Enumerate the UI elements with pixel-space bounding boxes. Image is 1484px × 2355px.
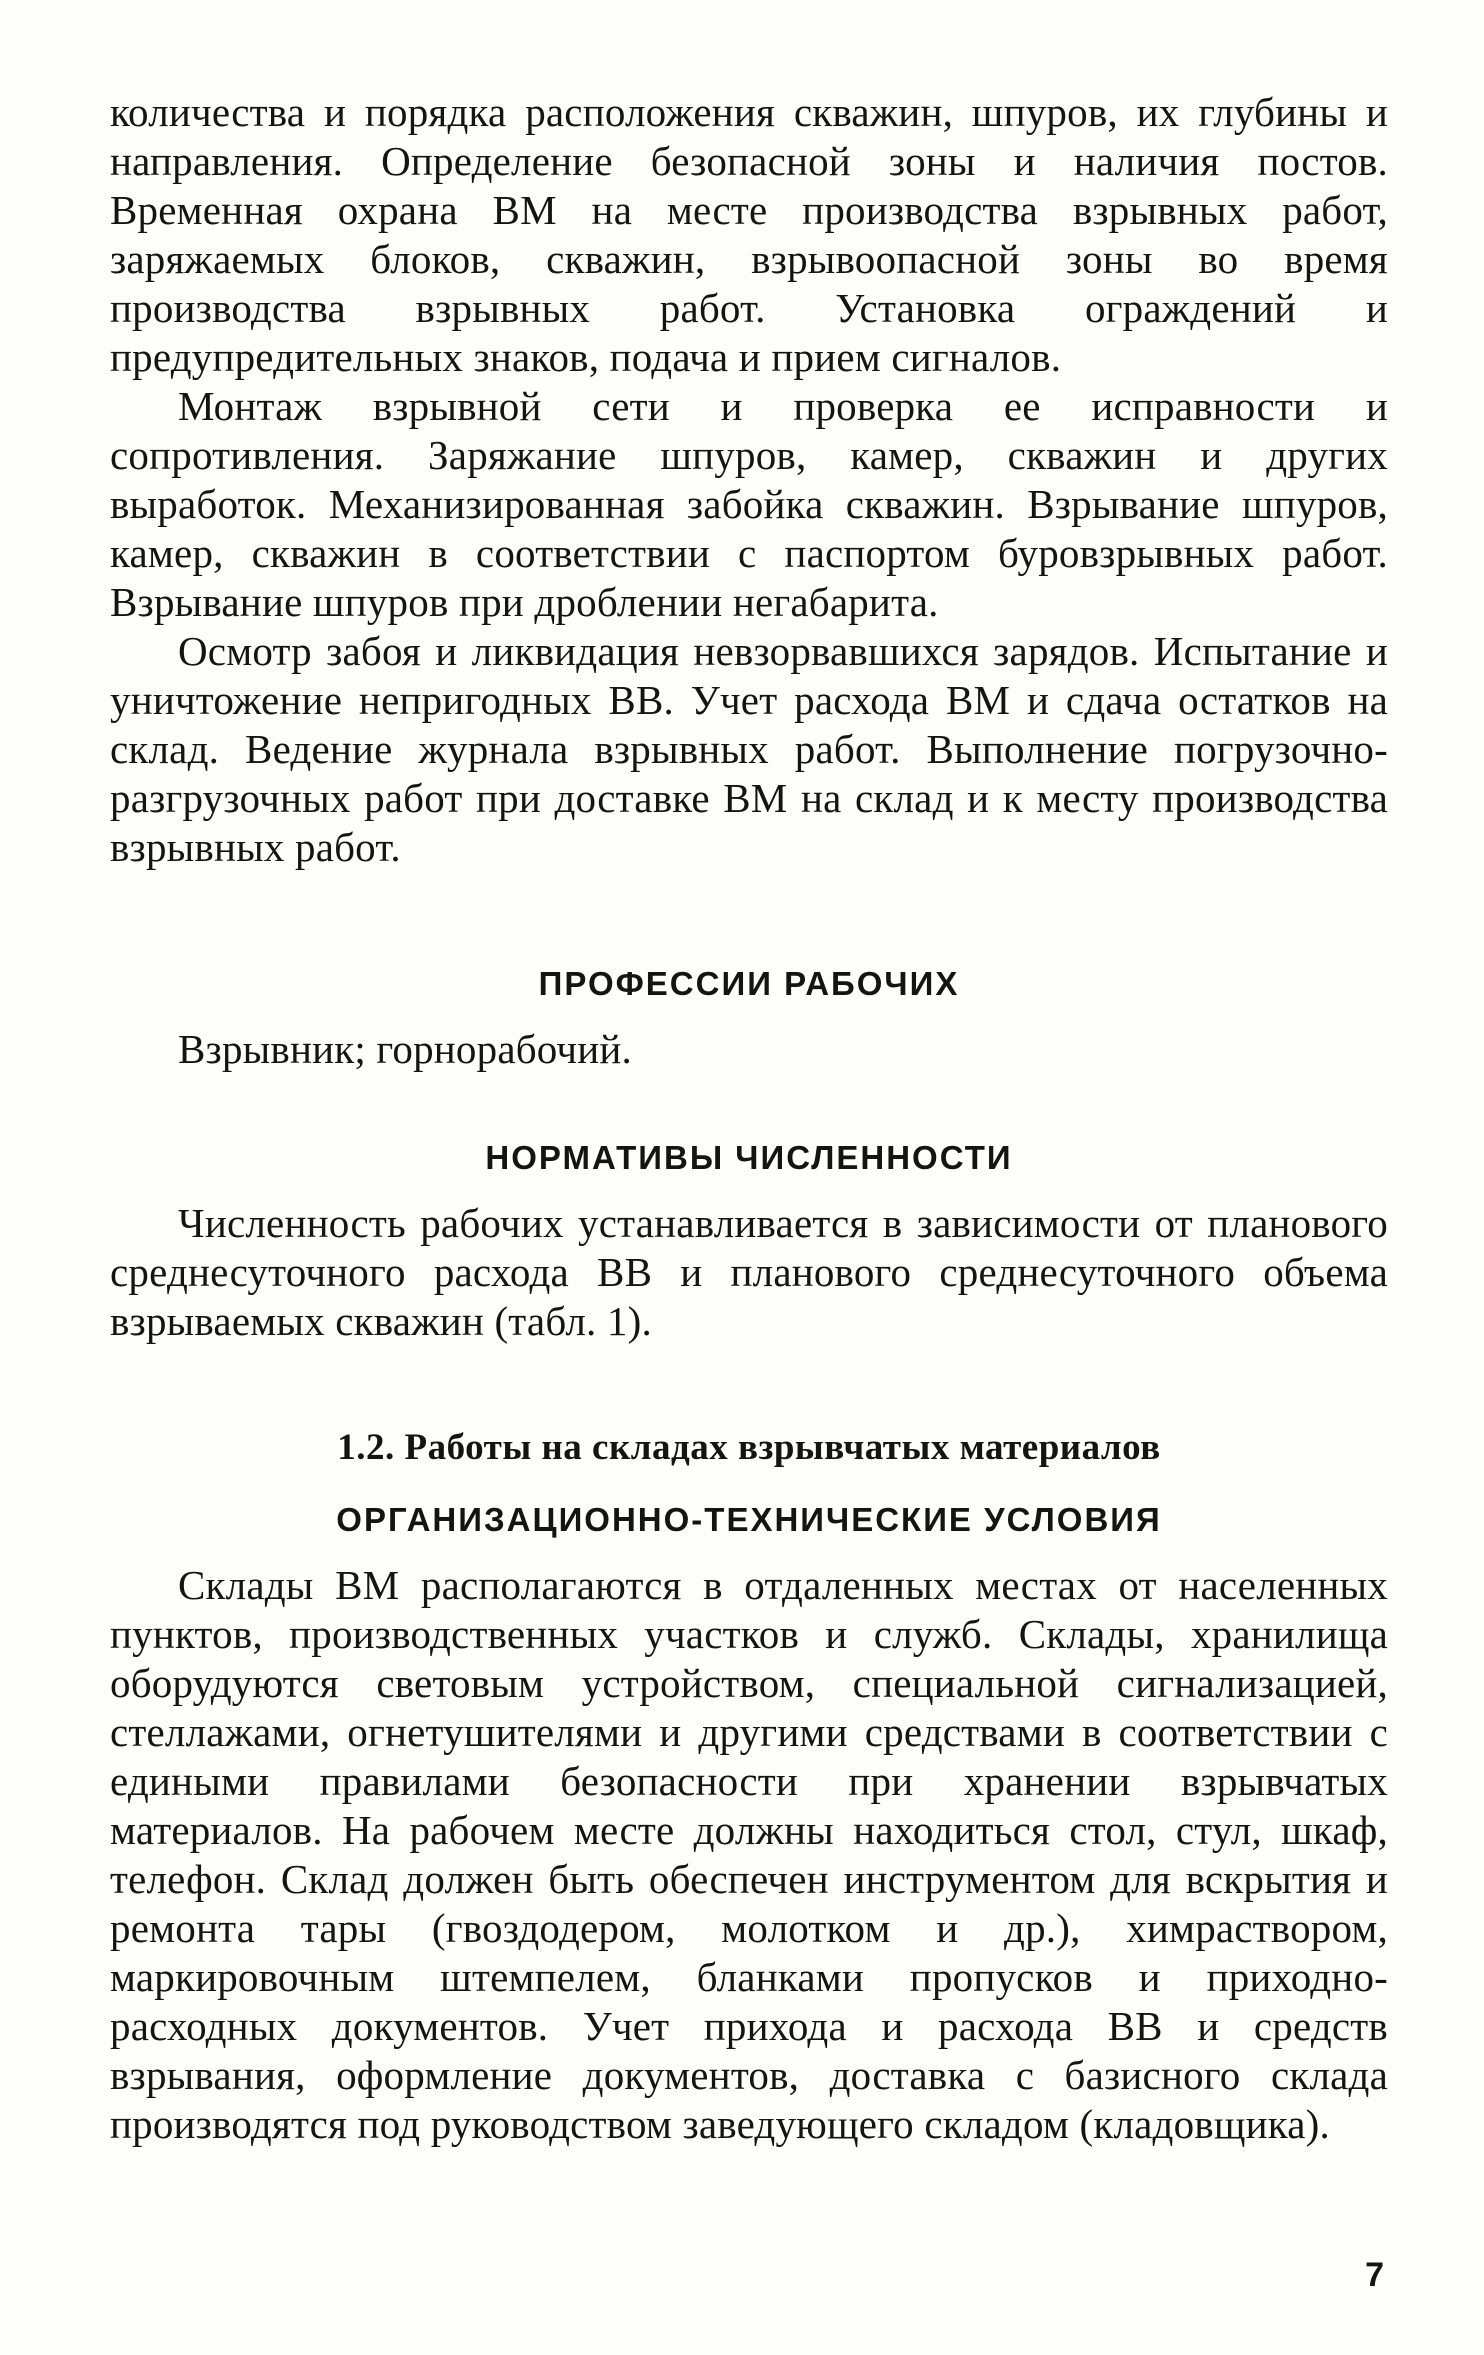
section-heading: 1.2. Работы на складах взрывчатых материалов: [337, 1427, 1161, 1468]
page-content: [110, 88, 1388, 2149]
conditions-text: Склады ВМ располагаются в отдаленных местах от населенных пунктов, производственных участков и служб. Склады, хранилища оборудуются световым устройством, специальной сигнализацией, стеллажами, огнетушителями и другими средствами в соответствии с едиными правилами безопасности при хранении взрывчатых материалов. На рабочем месте должны находиться стол, стул, шкаф, телефон. Склад должен быть обеспечен инструментом для вскрытия и ремонта тары (гвоздодером, молотком и др.), химраствором, маркировочным штемпелем, бланками пропусков и приходно-расходных документов. Учет прихода и расхода ВВ и средств взрывания, оформление документов, доставка с базисного склада производятся под руководством заведующего складом (кладовщика).: [110, 1562, 1388, 2147]
professions-heading: ПРОФЕССИИ РАБОЧИХ: [538, 965, 960, 1002]
intro-section: [110, 88, 1388, 872]
norms-text: Численность рабочих устанавливается в зависимости от планового среднесуточного расхода ВВ и планового среднесуточного объема взрываемых скважин (табл. 1).: [110, 1200, 1388, 1344]
intro-paragraph-3: Осмотр забоя и ликвидация невзорвавшихся зарядов. Испытание и уничтожение непригодных ВВ. Учет расхода ВМ и сдача остатков на склад. Ведение журнала взрывных работ. Выполнение погрузочно-разгрузочных работ при доставке ВМ на склад и к месту производства взрывных работ.: [110, 628, 1388, 870]
page-number: 7: [1365, 2256, 1384, 2294]
norms-heading: НОРМАТИВЫ ЧИСЛЕННОСТИ: [485, 1139, 1013, 1176]
conditions-heading: ОРГАНИЗАЦИОННО-ТЕХНИЧЕСКИЕ УСЛОВИЯ: [336, 1501, 1162, 1538]
intro-paragraph-1: количества и порядка расположения скважин, шпуров, их глубины и направления. Определение безопасной зоны и наличия постов. Временная охрана ВМ на месте производства взрывных работ, заряжаемых блоков, скважин, взрывоопасной зоны во время производства взрывных работ. Установка ограждений и предупредительных знаков, подача и прием сигналов.: [110, 89, 1388, 380]
professions-text: Взрывник; горнорабочий.: [178, 1026, 632, 1072]
intro-paragraph-2: Монтаж взрывной сети и проверка ее исправности и сопротивления. Заряжание шпуров, камер, скважин и других выработок. Механизированная забойка скважин. Взрывание шпуров, камер, скважин в соответствии с паспортом буровзрывных работ. Взрывание шпуров при дроблении негабарита.: [110, 383, 1388, 625]
